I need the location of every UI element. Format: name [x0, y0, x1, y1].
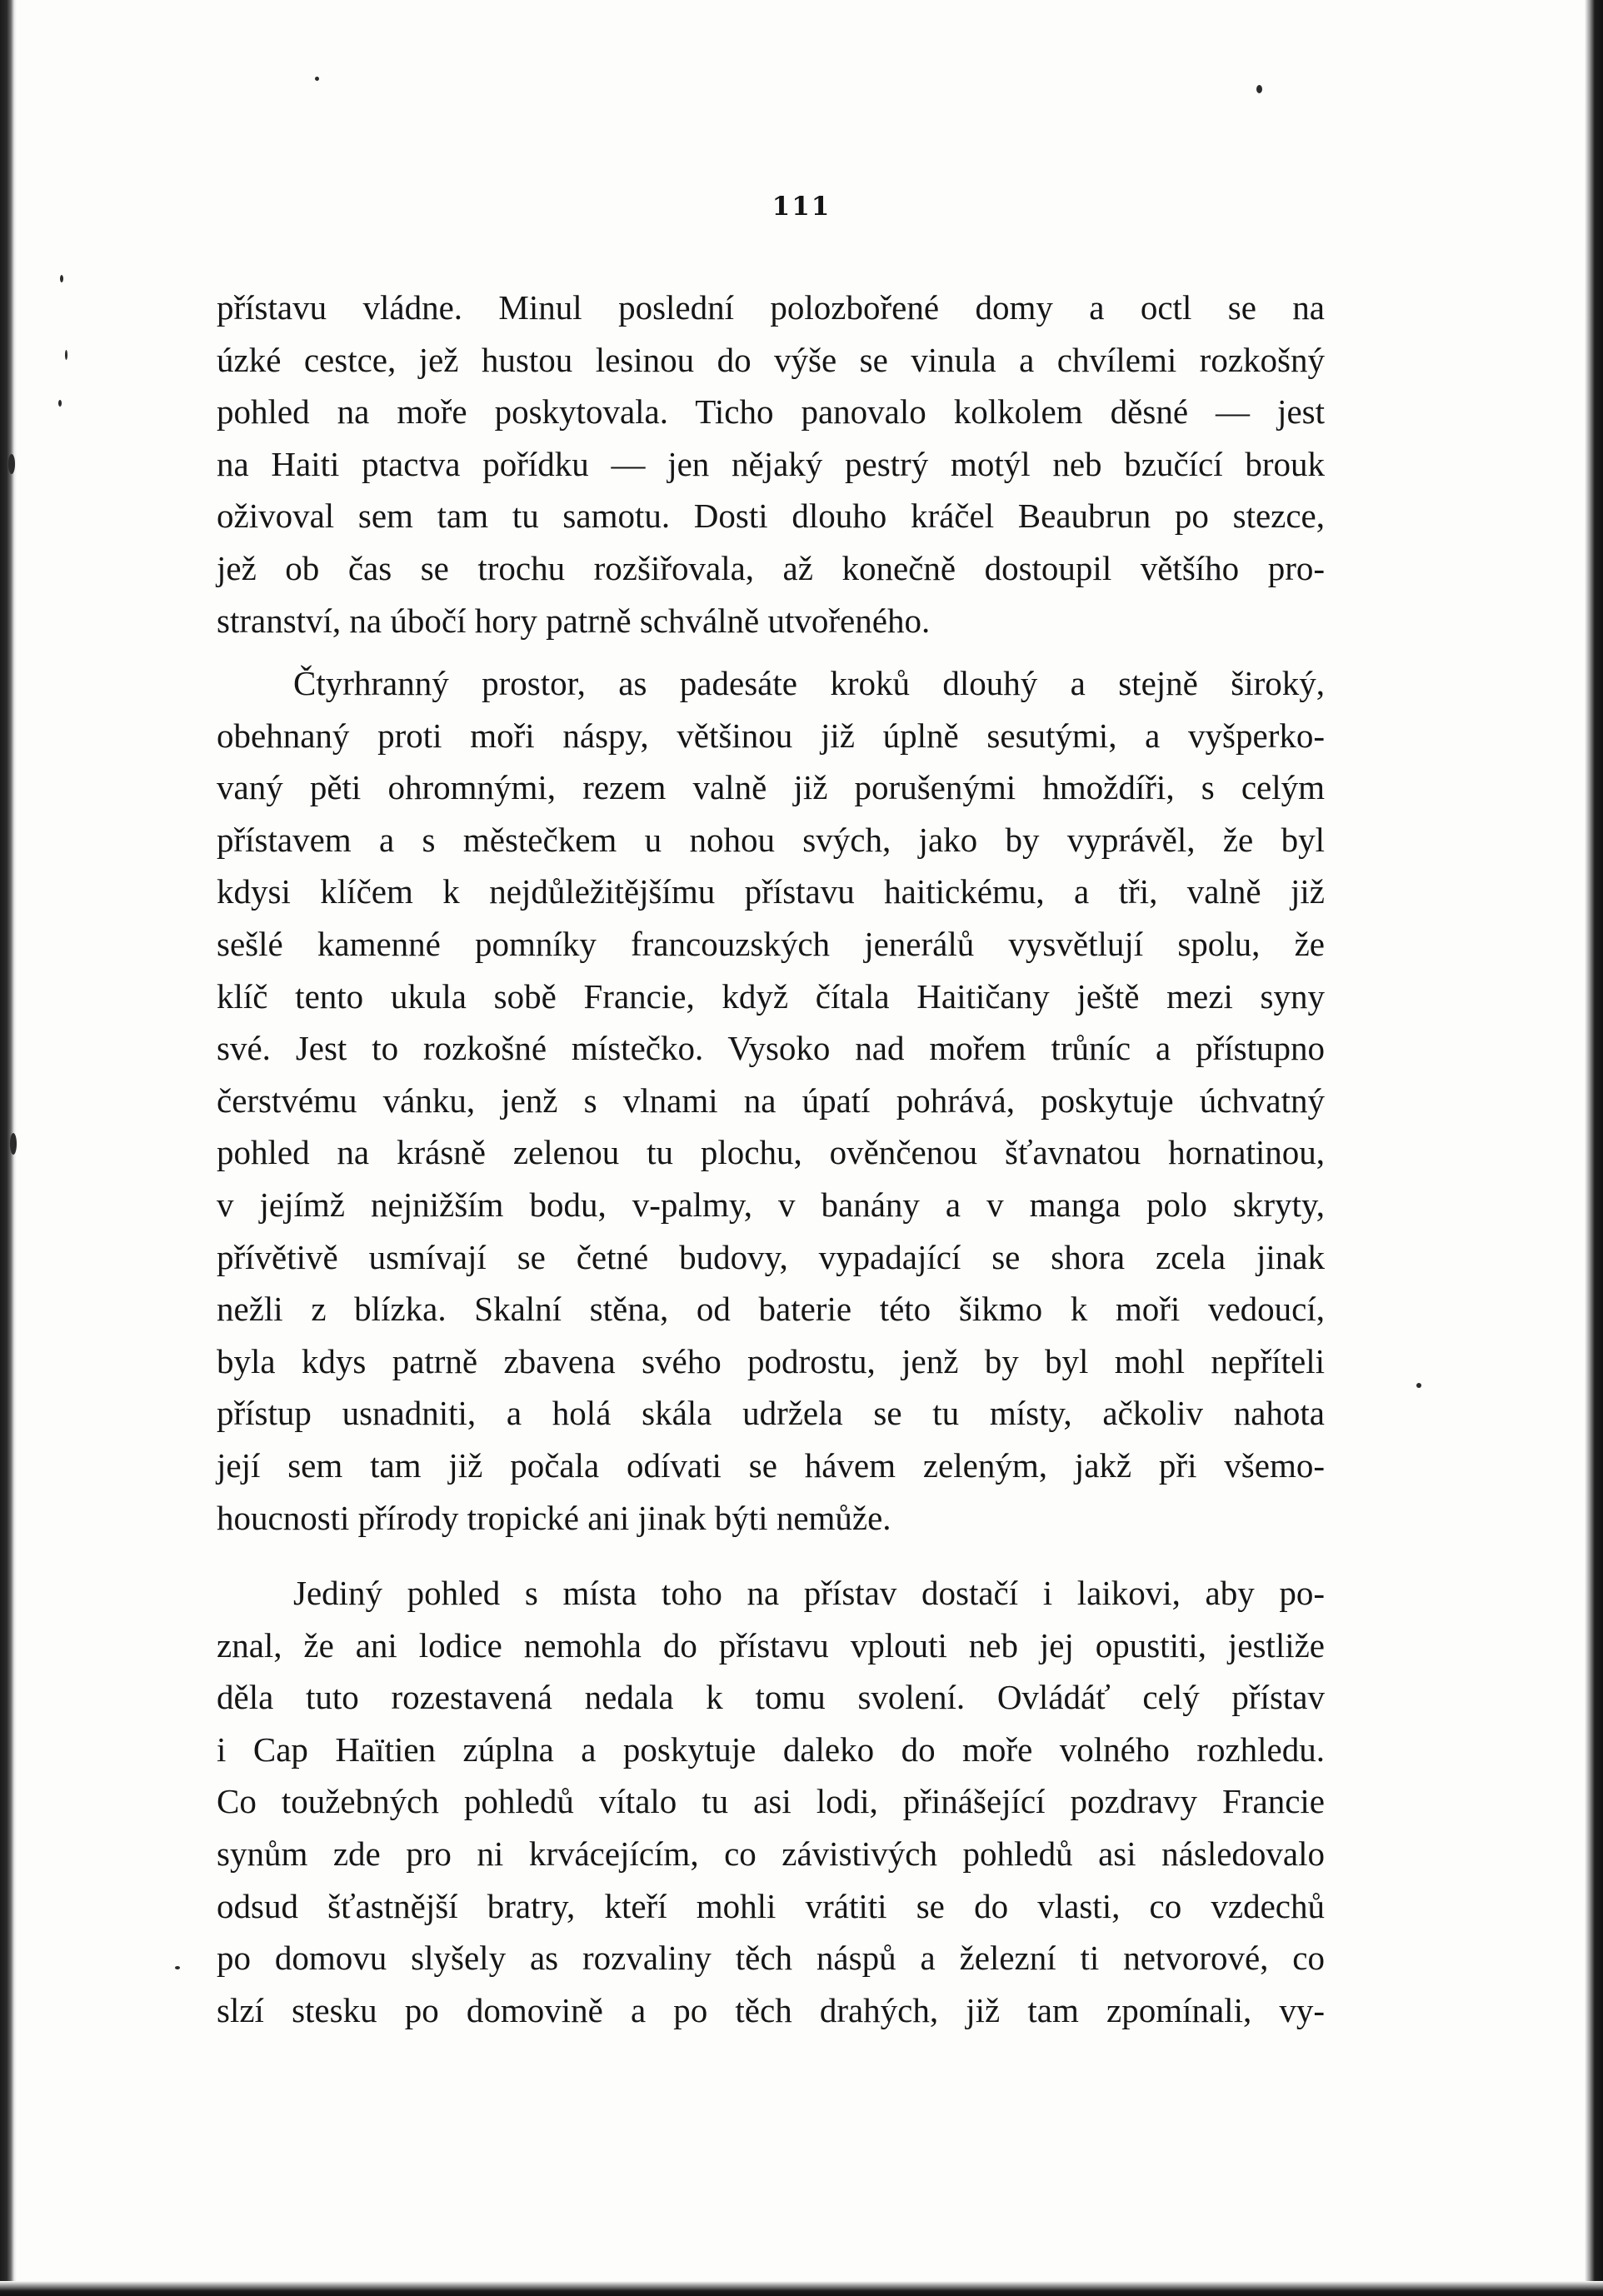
text-line: byla kdys patrně zbavena svého podrostu, jenž by byl mohl nepříteli [217, 1341, 1325, 1380]
text-line: na Haiti ptactva pořídku — jen nějaký pestrý motýl neb bzučící brouk [217, 444, 1325, 483]
text-line: úzké cestce, jež hustou lesinou do výše se vinula a chvílemi rozkošný [217, 340, 1325, 379]
text-line: jež ob čas se trochu rozšiřovala, až konečně dostoupil většího pro- [217, 548, 1325, 587]
text-line: pohled na moře poskytovala. Ticho panovalo kolkolem děsné — jest [217, 392, 1325, 432]
text-line: přístavem a s městečkem u nohou svých, jako by vyprávěl, že byl [217, 820, 1325, 859]
text-line: děla tuto rozestavená nedala k tomu svolení. Ovládáť celý přístav [217, 1678, 1325, 1717]
page-number: 111 [772, 192, 831, 222]
paragraph-3 [217, 1567, 1325, 2036]
text-line: kdysi klíčem k nejdůležitějšímu přístavu haitickému, a tři, valně již [217, 872, 1325, 911]
paragraph-2 [217, 657, 1325, 1544]
text-line: po domovu slyšely as rozvaliny těch náspů a železní ti netvorové, co [217, 1939, 1325, 1978]
text-line: čerstvému vánku, jenž s vlnami na úpatí pohrává, poskytuje úchvatný [217, 1081, 1325, 1120]
text-line: klíč tento ukula sobě Francie, když čítala Haitičany ještě mezi syny [217, 976, 1325, 1016]
scan-speck [58, 400, 62, 407]
text-line: nežli z blízka. Skalní stěna, od baterie této šikmo k moři vedoucí, [217, 1290, 1325, 1329]
scan-speck [1416, 1383, 1421, 1388]
text-line: Co toužebných pohledů vítalo tu asi lodi, přinášející pozdravy Francie [217, 1782, 1325, 1821]
text-line: pohled na krásně zelenou tu plochu, ověnčenou šťavnatou hornatinou, [217, 1133, 1325, 1172]
text-line: i Cap Haïtien zúplna a poskytuje daleko do moře volného rozhledu. [217, 1729, 1325, 1769]
scan-speck [8, 454, 15, 474]
scan-speck [10, 1133, 17, 1155]
text-line: stranství, na úbočí hory patrně schválně utvořeného. [217, 601, 931, 640]
text-line: oživoval sem tam tu samotu. Dosti dlouho kráčel Beaubrun po stezce, [217, 497, 1325, 536]
text-line: přívětivě usmívají se četné budovy, vypadající se shora zcela jinak [217, 1237, 1325, 1276]
text-line: odsud šťastnější bratry, kteří mohli vrátiti se do vlasti, co vzdechů [217, 1886, 1325, 1925]
text-line: Jediný pohled s místa toho na přístav dostačí i laikovi, aby po- [293, 1574, 1325, 1612]
text-line: Čtyrhranný prostor, as padesáte kroků dlouhý a stejně široký, [293, 664, 1325, 702]
text-line: sešlé kamenné pomníky francouzských jenerálů vysvětlují spolu, že [217, 924, 1325, 963]
text-line: znal, že ani lodice nemohla do přístavu vplouti neb jej opustiti, jestliže [217, 1625, 1325, 1665]
text-line: přístavu vládne. Minul poslední polozbořené domy a octl se na [217, 288, 1325, 327]
scan-speck [1256, 85, 1262, 93]
scan-speck [65, 350, 67, 360]
text-line: obehnaný proti moři náspy, většinou již úplně sesutými, a vyšperko- [217, 716, 1325, 755]
page-right-edge [1585, 0, 1603, 2296]
page-bottom-edge [0, 2281, 1603, 2296]
text-line: synům zde pro ni krvácejícím, co závistivých pohledů asi následovalo [217, 1834, 1325, 1873]
text-line: její sem tam již počala odívati se hávem zeleným, jakž při všemo- [217, 1445, 1325, 1485]
text-line: v jejímž nejnižším bodu, v-palmy, v banány a v manga polo skryty, [217, 1185, 1325, 1224]
text-line: vaný pěti ohromnými, rezem valně již porušenými hmoždíři, s celým [217, 768, 1325, 807]
scan-speck [175, 1966, 180, 1969]
scan-speck [315, 77, 319, 81]
text-line: houcnosti přírody tropické ani jinak býti nemůže. [217, 1498, 891, 1537]
text-line: přístup usnadniti, a holá skála udržela se tu místy, ačkoliv nahota [217, 1394, 1325, 1433]
text-line: slzí stesku po domovině a po těch drahých, již tam zpomínali, vy- [217, 1990, 1325, 2029]
paragraph-1 [217, 282, 1325, 646]
text-line: své. Jest to rozkošné místečko. Vysoko nad mořem trůníc a přístupno [217, 1029, 1325, 1068]
scan-speck [60, 275, 63, 282]
